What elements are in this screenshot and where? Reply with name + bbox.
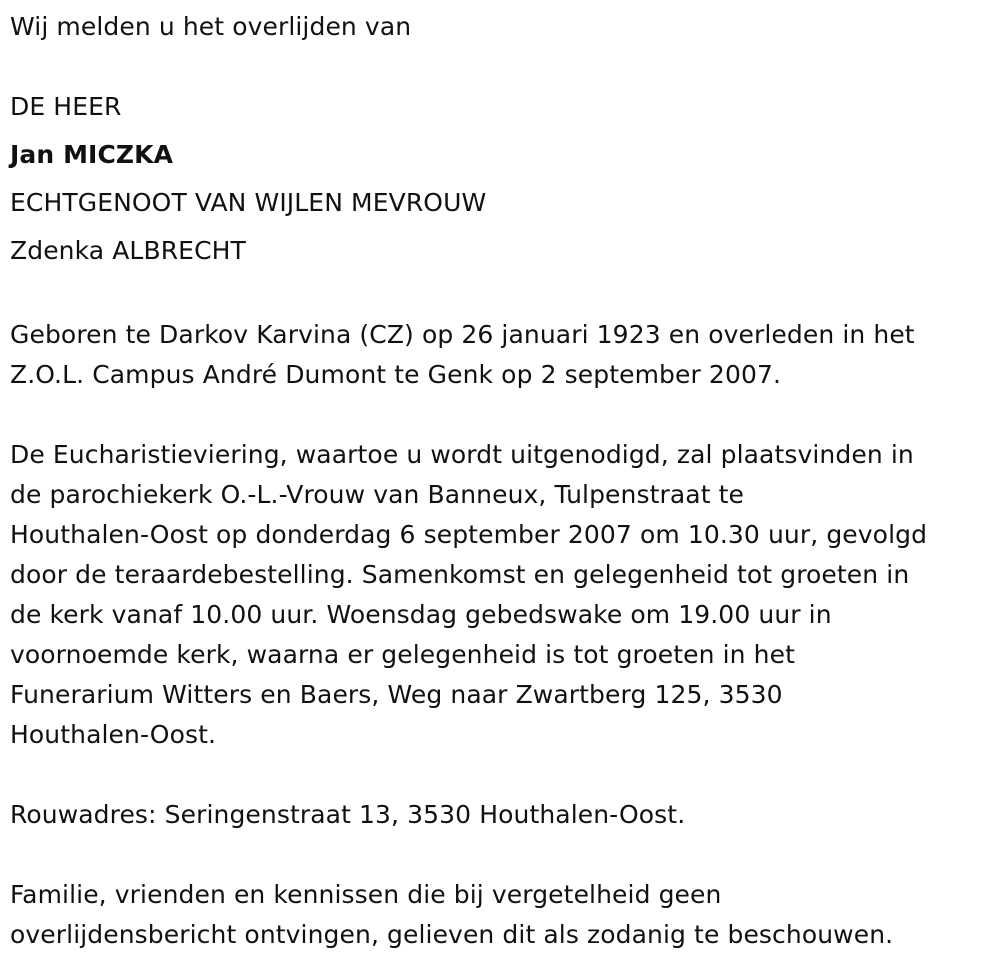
spacer [10, 755, 985, 795]
spacer [10, 275, 985, 315]
paragraph-line: voornoemde kerk, waarna er gelegenheid is tot groeten in het [10, 640, 795, 669]
paragraph-line: overlijdensbericht ontvingen, gelieven dit als zodanig te beschouwen. [10, 920, 894, 949]
deceased-name: Jan MICZKA [10, 140, 174, 169]
paragraph-line: Houthalen-Oost. [10, 720, 217, 749]
paragraph-line: door de teraardebestelling. Samenkomst en gelegenheid tot groeten in [10, 560, 910, 589]
paragraph-line: de parochiekerk O.-L.-Vrouw van Banneux, Tulpenstraat te [10, 480, 745, 509]
birth-death-paragraph [10, 315, 985, 395]
spouse-prefix: ECHTGENOOT VAN WIJLEN MEVROUW [10, 188, 487, 217]
paragraph-line: Z.O.L. Campus André Dumont te Genk op 2 september 2007. [10, 360, 782, 389]
ceremony-paragraph [10, 435, 985, 755]
closing-paragraph [10, 875, 985, 955]
name-block [10, 83, 985, 275]
mourning-address: Rouwadres: Seringenstraat 13, 3530 Houthalen-Oost. [10, 800, 686, 829]
paragraph-line: Familie, vrienden en kennissen die bij vergetelheid geen [10, 880, 722, 909]
paragraph-line: Houthalen-Oost op donderdag 6 september 2007 om 10.30 uur, gevolgd [10, 520, 928, 549]
paragraph-line: Geboren te Darkov Karvina (CZ) op 26 januari 1923 en overleden in het [10, 320, 915, 349]
spacer [10, 47, 985, 87]
paragraph-line: Funerarium Witters en Baers, Weg naar Zwartberg 125, 3530 [10, 680, 783, 709]
honorific-title: DE HEER [10, 92, 122, 121]
intro-text: Wij melden u het overlijden van [10, 12, 412, 41]
paragraph-line: de kerk vanaf 10.00 uur. Woensdag gebedswake om 19.00 uur in [10, 600, 832, 629]
spacer [10, 835, 985, 875]
spouse-name: Zdenka ALBRECHT [10, 236, 246, 265]
spacer [10, 395, 985, 435]
obituary-notice [10, 7, 985, 955]
paragraph-line: De Eucharistieviering, waartoe u wordt uitgenodigd, zal plaatsvinden in [10, 440, 914, 469]
